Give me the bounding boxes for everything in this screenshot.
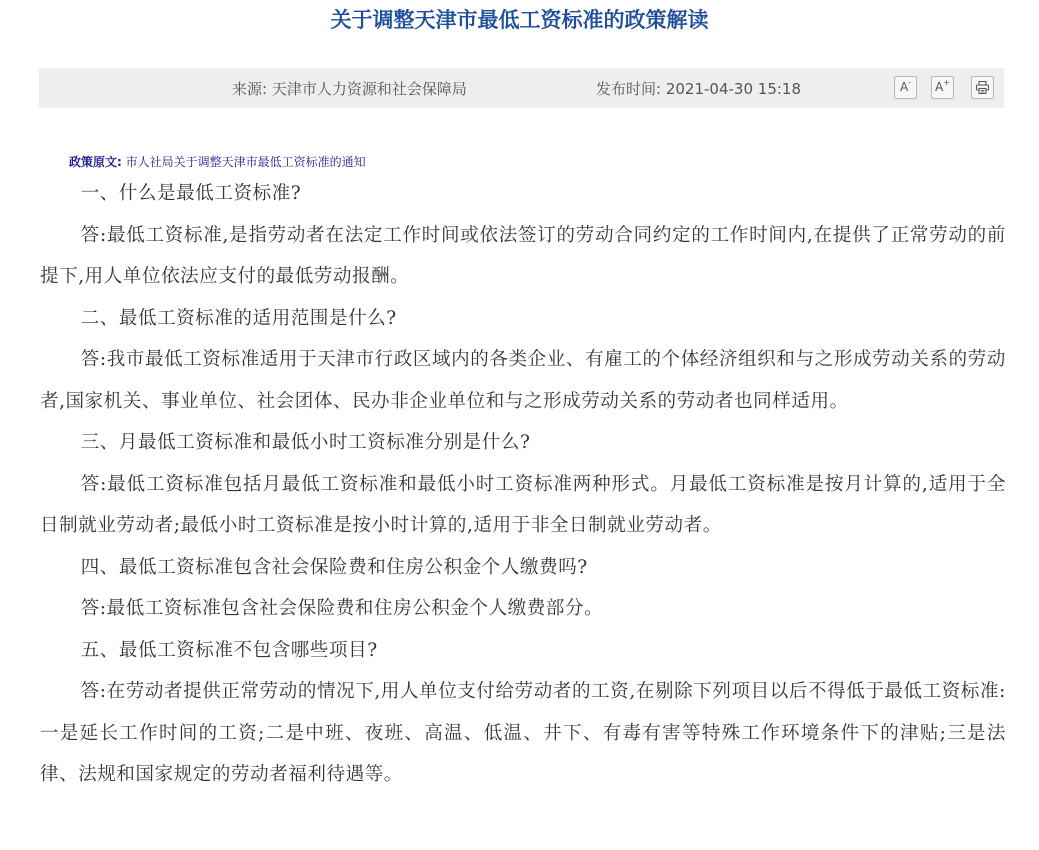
- answer-3: 答:最低工资标准包括月最低工资标准和最低小时工资标准两种形式。月最低工资标准是按月计算的,适用于全日制就业劳动者;最低小时工资标准是按小时计算的,适用于非全日制就业劳动者。: [40, 473, 1006, 536]
- answer-1: 答:最低工资标准,是指劳动者在法定工作时间或依法签订的劳动合同约定的工作时间内,在提供了正常劳动的前提下,用人单位依法应支付的最低劳动报酬。: [40, 224, 1006, 287]
- publish-time-label: 发布时间:: [596, 80, 662, 98]
- policy-origin-label: 政策原文:: [69, 155, 122, 169]
- page-title: 关于调整天津市最低工资标准的政策解读: [330, 8, 709, 32]
- question-4: 四、最低工资标准包含社会保险费和住房公积金个人缴费吗?: [80, 556, 588, 578]
- question-1: 一、什么是最低工资标准?: [80, 183, 302, 204]
- policy-origin: [69, 153, 366, 170]
- font-increase-icon: A+: [935, 78, 950, 94]
- font-decrease-icon: A-: [899, 78, 912, 94]
- printer-icon: [976, 81, 989, 94]
- question-2: 二、最低工资标准的适用范围是什么?: [80, 307, 397, 329]
- source-label: 来源:: [232, 80, 268, 98]
- question-3: 三、月最低工资标准和最低小时工资标准分别是什么?: [80, 432, 531, 453]
- source-value: 天津市人力资源和社会保障局: [271, 80, 467, 98]
- font-size-increase-button[interactable]: [931, 76, 954, 99]
- answer-2: 答:我市最低工资标准适用于天津市行政区域内的各类企业、有雇工的个体经济组织和与之形成劳动关系的劳动者,国家机关、事业单位、社会团体、民办非企业单位和与之形成劳动关系的劳动者也同样适用。: [40, 349, 1006, 412]
- answer-4: 答:最低工资标准包含社会保险费和住房公积金个人缴费部分。: [80, 598, 604, 619]
- article-body: [40, 173, 1006, 796]
- publish-time-info: [596, 78, 801, 99]
- question-5: 五、最低工资标准不包含哪些项目?: [80, 639, 378, 661]
- source-info: [232, 78, 467, 99]
- publish-time-value: 2021-04-30 15:18: [665, 80, 802, 98]
- print-button[interactable]: [971, 76, 994, 99]
- answer-5: 答:在劳动者提供正常劳动的情况下,用人单位支付给劳动者的工资,在剔除下列项目以后不得低于最低工资标准:一是延长工作时间的工资;二是中班、夜班、高温、低温、井下、有毒有害等特殊工作环境条件下的津贴;三是法律、法规和国家规定的劳动者福利待遇等。: [40, 681, 1006, 785]
- font-size-decrease-button[interactable]: [894, 76, 917, 99]
- article-meta-bar: [39, 68, 1004, 108]
- policy-origin-link[interactable]: 市人社局关于调整天津市最低工资标准的通知: [125, 155, 366, 169]
